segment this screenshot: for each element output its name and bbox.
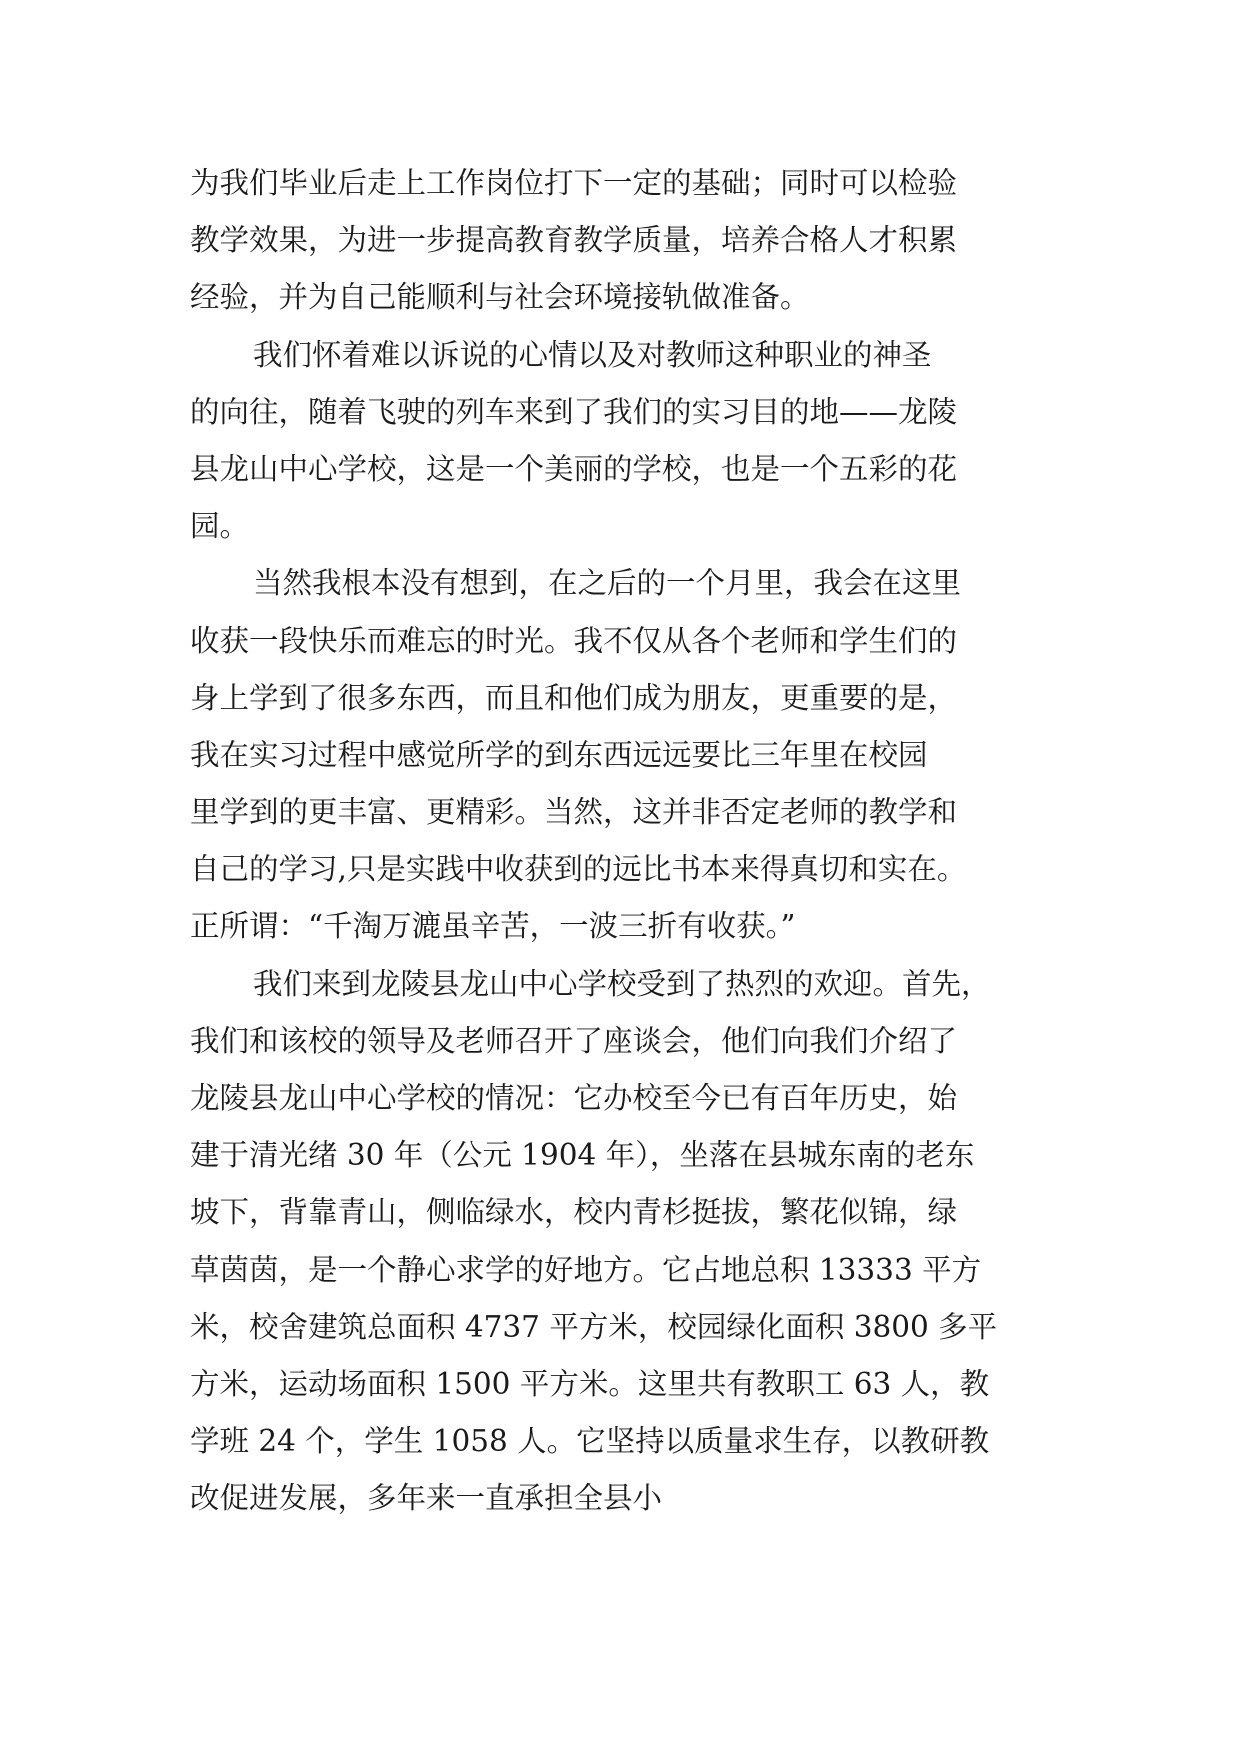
- text-line: 改促进发展，多年来一直承担全县小: [190, 1481, 663, 1516]
- text-line: 米，校舍建筑总面积 4737 平方米，校园绿化面积 3800 多平: [190, 1309, 998, 1344]
- body-text: [190, 155, 1070, 1528]
- text-line: 建于清光绪 30 年（公元 1904 年），坐落在县城东南的老东: [190, 1138, 975, 1173]
- text-line: 收获一段快乐而难忘的时光。我不仅从各个老师和学生们的: [190, 623, 958, 658]
- text-line: 草茵茵，是一个静心求学的好地方。它占地总积 13333 平方: [190, 1252, 982, 1287]
- text-line: 园。: [190, 509, 250, 544]
- paragraph-start-line: 当然我根本没有想到，在之后的一个月里，我会在这里: [253, 566, 962, 601]
- text-line: 为我们毕业后走上工作岗位打下一定的基础；同时可以检验: [190, 166, 958, 200]
- text-line: 方米，运动场面积 1500 平方米。这里共有教职工 63 人，教: [190, 1366, 990, 1401]
- text-line: 县龙山中心学校，这是一个美丽的学校，也是一个五彩的花: [190, 451, 958, 486]
- text-line: 我在实习过程中感觉所学的到东西远远要比三年里在校园: [190, 737, 928, 772]
- text-line: 正所谓：“千淘万漉虽辛苦，一波三折有收获。”: [190, 909, 796, 944]
- paragraph-start-line: 我们来到龙陵县龙山中心学校受到了热烈的欢迎。首先，: [253, 966, 991, 1001]
- text-line: 教学效果，为进一步提高教育教学质量，培养合格人才积累: [190, 223, 958, 258]
- text-line: 自己的学习,只是实践中收获到的远比书本来得真切和实在。: [190, 852, 967, 887]
- text-line: 经验，并为自己能顺利与社会环境接轨做准备。: [190, 280, 810, 315]
- text-line: 的向往，随着飞驶的列车来到了我们的实习目的地——龙陵: [190, 394, 958, 429]
- text-line: 学班 24 个，学生 1058 人。它坚持以质量求生存，以教研教: [190, 1424, 990, 1459]
- text-line: 龙陵县龙山中心学校的情况：它办校至今已有百年历史，始: [190, 1081, 958, 1115]
- text-line: 里学到的更丰富、更精彩。当然，这并非否定老师的教学和: [190, 795, 958, 830]
- text-line: 我们和该校的领导及老师召开了座谈会，他们向我们介绍了: [190, 1023, 958, 1058]
- text-line: 坡下，背靠青山，侧临绿水，校内青杉挺拔，繁花似锦，绿: [190, 1195, 958, 1230]
- text-line: 身上学到了很多东西，而且和他们成为朋友，更重要的是，: [190, 680, 958, 715]
- paragraph-start-line: 我们怀着难以诉说的心情以及对教师这种职业的神圣: [253, 337, 932, 372]
